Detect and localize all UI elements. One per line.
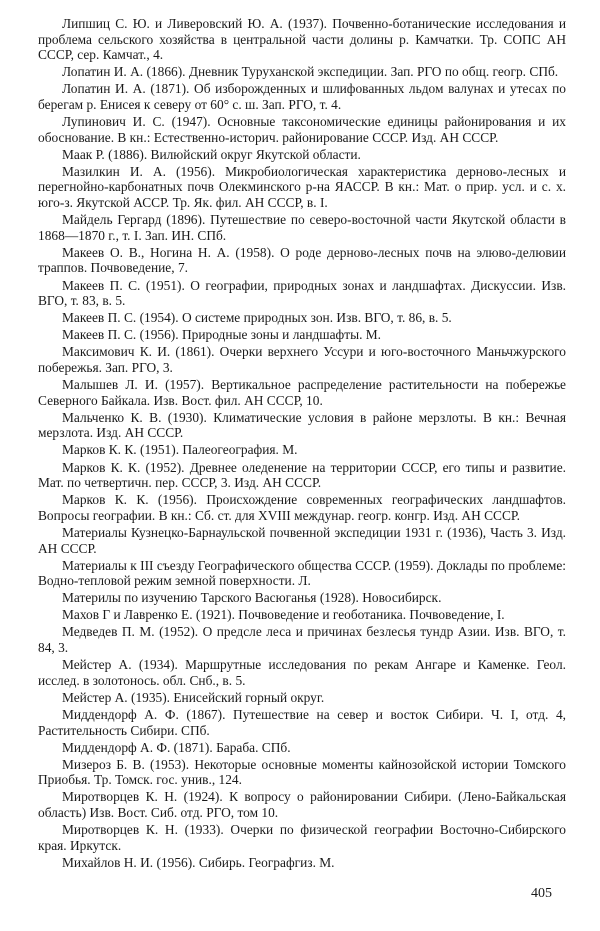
- bibliography-entry: Миротворцев К. Н. (1924). К вопросу о районировании Сибири. (Лено-Байкальская область) Изв. Вост. Сиб. отд. РГО, том 10.: [38, 789, 566, 820]
- bibliography-entry: Марков К. К. (1952). Древнее оледенение на территории СССР, его типы и развитие. Мат. по четвертичн. пер. СССР, 3. Изд. АН СССР.: [38, 459, 566, 491]
- bibliography-entry: Мизерoз Б. В. (1953). Некоторые основные моменты кайнозойской истории Томского Приобья. Тр. Томск. гос. унив., 124.: [38, 756, 566, 788]
- bibliography-entry: Малышев Л. И. (1957). Вертикальное распределение растительности на побережье Северного Байкала. Изв. Вост. фил. АН СССР, 10.: [38, 377, 566, 408]
- bibliography-entry: Михайлов Н. И. (1956). Сибирь. Географгиз. М.: [62, 854, 335, 870]
- bibliography-entry: Марков К. К. (1951). Палеогеография. М.: [62, 442, 298, 458]
- bibliography-entry: Маак Р. (1886). Вилюйский округ Якутской области.: [62, 146, 361, 162]
- bibliography-entry: Медведев П. М. (1952). О предсле леса и причинах безлесья тундр Азии. Изв. ВГО, т. 84, 3.: [38, 624, 566, 656]
- bibliography-entry: Миддендорф А. Ф. (1867). Путешествие на север и восток Сибири. Ч. I, отд. 4, Растительность Сибири. СПб.: [38, 706, 566, 738]
- bibliography-entry: Макеев П. С. (1954). О системе природных зон. Изв. ВГО, т. 86, в. 5.: [62, 310, 452, 326]
- bibliography-list: [38, 16, 566, 872]
- bibliography-entry: Миротворцев К. Н. (1933). Очерки по физической географии Восточно-Сибирского края. Иркутск.: [38, 822, 566, 853]
- bibliography-entry: Макеев О. В., Ногина Н. А. (1958). О роде дерново-лесных почв на элюво-делювии траппов. Почвоведение, 7.: [38, 244, 566, 276]
- bibliography-entry: Лопатин И. А. (1871). Об изборожденных и шлифованных льдом валунах и утесах по берегам р. Енисея к северу от 60° с. ш. Зап. РГО, т. 4.: [38, 81, 566, 112]
- bibliography-entry: Материалы к III съезду Географического общества СССР. (1959). Доклады по проблеме: Водно-тепловой режим земной поверхности. Л.: [38, 557, 566, 589]
- bibliography-entry: Липшиц С. Ю. и Ливеровский Ю. А. (1937). Почвенно-ботанические исследования и проблема сельского хозяйства в центральной части долины р. Камчатки. Тр. СОПС АН СССР, сер. Камчат., 4.: [38, 16, 566, 63]
- bibliography-entry: Марков К. К. (1956). Происхождение современных географических ландшафтов. Вопросы географии. В кн.: Сб. ст. для XVIII междунар. геогр. конгр. Изд. АН СССР.: [38, 492, 566, 523]
- page-number: 405: [531, 886, 552, 901]
- bibliography-entry: Макеев П. С. (1956). Природные зоны и ландшафты. М.: [62, 327, 382, 343]
- bibliography-entry: Макеев П. С. (1951). О географии, природных зонах и ландшафтах. Дискуссии. Изв. ВГО, т. 83, в. 5.: [38, 277, 566, 309]
- bibliography-entry: Миддендорф А. Ф. (1871). Бараба. СПб.: [62, 739, 291, 755]
- bibliography-entry: Мазилкин И. А. (1956). Микробиологическая характеристика дерново-лесных и перегнойно-карбонатных почв Олекминского р-на ЯАССР. В кн.: Мат. о прир. усл. и с. х. юго-з. Якутской АССР. Тр. Як. фил. АН СССР, в. I.: [38, 163, 566, 211]
- bibliography-entry: Материалы Кузнецко-Барнаульской почвенной экспедиции 1931 г. (1936), Часть 3. Изд. АН СССР.: [38, 524, 566, 556]
- bibliography-entry: Мейстер А. (1935). Енисейский горный округ.: [62, 689, 325, 705]
- bibliography-entry: Лупинович И. С. (1947). Основные таксономические единицы районирования и их обоснование. В кн.: Естественно-историч. районирование СССР. Изд. АН СССР.: [38, 114, 566, 145]
- bibliography-entry: Лопатин И. А. (1866). Дневник Туруханской экспедиции. Зап. РГО по общ. геогр. СПб.: [62, 64, 559, 80]
- bibliography-entry: Мейстер А. (1934). Маршрутные исследования по рекам Ангаре и Каменке. Геол. исслед. в золотонось. обл. Снб., в. 5.: [38, 657, 566, 688]
- bibliography-entry: Махов Г и Лавренко Е. (1921). Почвоведение и геоботаника. Почвоведение, I.: [62, 607, 505, 623]
- bibliography-entry: Максимович К. И. (1861). Очерки верхнего Уссури и юго-восточного Маньчжурского побережья. Зап. РГО, 3.: [38, 344, 566, 375]
- bibliography-entry: Мальченко К. В. (1930). Климатические условия в районе мерзлоты. В кн.: Вечная мерзлота. Изд. АН СССР.: [38, 409, 566, 441]
- bibliography-entry: Материлы по изучению Тарского Васюганья (1928). Новосибирск.: [62, 590, 442, 606]
- bibliography-entry: Майдель Гергард (1896). Путешествие по северо-восточной части Якутской области в 1868—1870 г., т. I. Зап. ИН. СПб.: [38, 212, 566, 243]
